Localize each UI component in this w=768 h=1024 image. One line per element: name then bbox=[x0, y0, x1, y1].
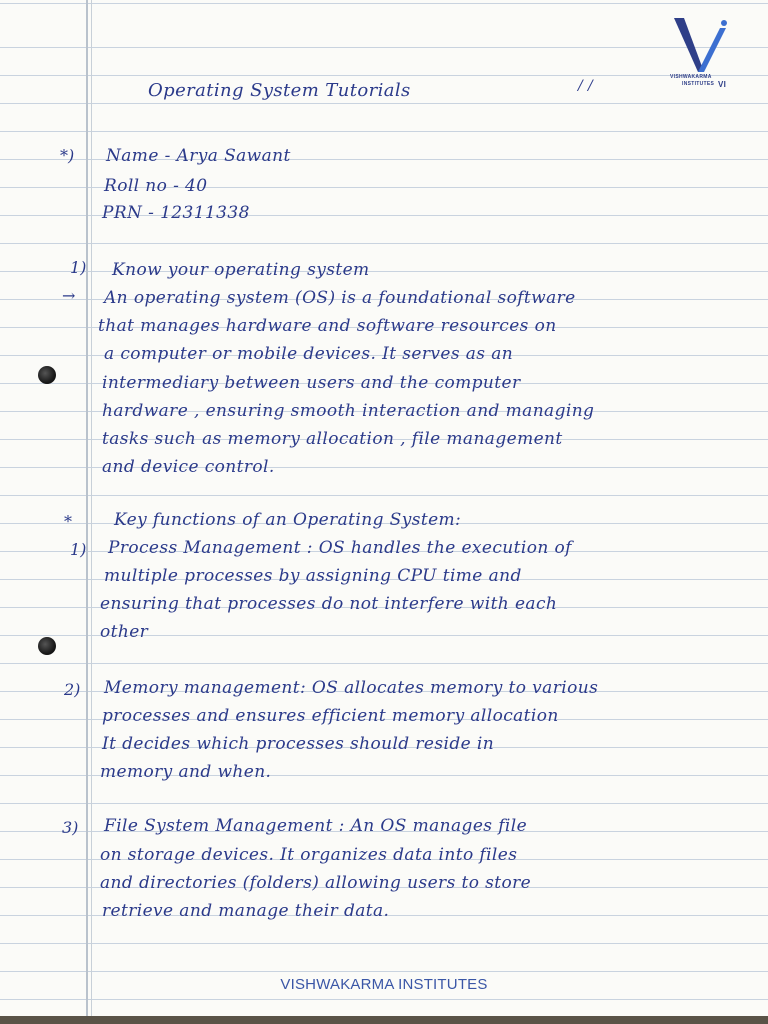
function-line: on storage devices. It organizes data into files bbox=[100, 845, 518, 865]
key-functions-bullet: * bbox=[64, 512, 72, 531]
student-roll: Roll no - 40 bbox=[104, 176, 208, 196]
page-bottom-edge bbox=[0, 1016, 768, 1024]
key-functions-heading: Key functions of an Operating System: bbox=[114, 510, 462, 530]
section1-line: An operating system (OS) is a foundational software bbox=[104, 288, 576, 308]
section1-line: tasks such as memory allocation , file management bbox=[102, 429, 563, 449]
section1-line: that manages hardware and software resources on bbox=[98, 316, 557, 336]
logo-mark: VI bbox=[718, 80, 727, 89]
student-bullet: *) bbox=[60, 146, 75, 165]
function-line: other bbox=[100, 622, 149, 642]
section1-line: intermediary between users and the computer bbox=[102, 373, 521, 393]
margin-line bbox=[86, 0, 88, 1024]
punch-hole-bottom bbox=[38, 637, 56, 655]
function-number: 1) bbox=[70, 540, 87, 559]
section1-line: a computer or mobile devices. It serves as an bbox=[104, 344, 514, 364]
section1-line: and device control. bbox=[102, 457, 275, 477]
student-prn: PRN - 12311338 bbox=[102, 203, 250, 223]
section1-heading: Know your operating system bbox=[112, 260, 370, 280]
margin-line-secondary bbox=[91, 0, 92, 1024]
page-title: Operating System Tutorials bbox=[148, 80, 411, 101]
function-number: 2) bbox=[64, 680, 81, 699]
function-line: File System Management : An OS manages file bbox=[104, 816, 528, 836]
function-line: It decides which processes should reside in bbox=[102, 734, 495, 754]
function-line: Process Management : OS handles the execution of bbox=[108, 538, 572, 558]
footer-institute: VISHWAKARMA INSTITUTES bbox=[280, 976, 488, 993]
function-line: processes and ensures efficient memory allocation bbox=[102, 706, 559, 726]
section1-number: 1) bbox=[70, 258, 87, 277]
section1-line: hardware , ensuring smooth interaction and managing bbox=[102, 401, 595, 421]
student-name: Name - Arya Sawant bbox=[106, 146, 291, 166]
section1-arrow: → bbox=[62, 286, 76, 305]
logo-subtitle: INSTITUTES bbox=[682, 81, 715, 87]
function-number: 3) bbox=[62, 818, 79, 837]
institute-logo bbox=[668, 14, 734, 88]
function-line: and directories (folders) allowing users to store bbox=[100, 873, 532, 893]
punch-hole-top bbox=[38, 366, 56, 384]
function-line: retrieve and manage their data. bbox=[102, 901, 390, 921]
function-line: ensuring that processes do not interfere with each bbox=[100, 594, 558, 614]
logo-name: VISHWAKARMA bbox=[670, 74, 712, 80]
function-line: Memory management: OS allocates memory to various bbox=[104, 678, 599, 698]
function-line: multiple processes by assigning CPU time and bbox=[104, 566, 522, 586]
date-marks: / / bbox=[578, 78, 594, 94]
function-line: memory and when. bbox=[100, 762, 272, 782]
